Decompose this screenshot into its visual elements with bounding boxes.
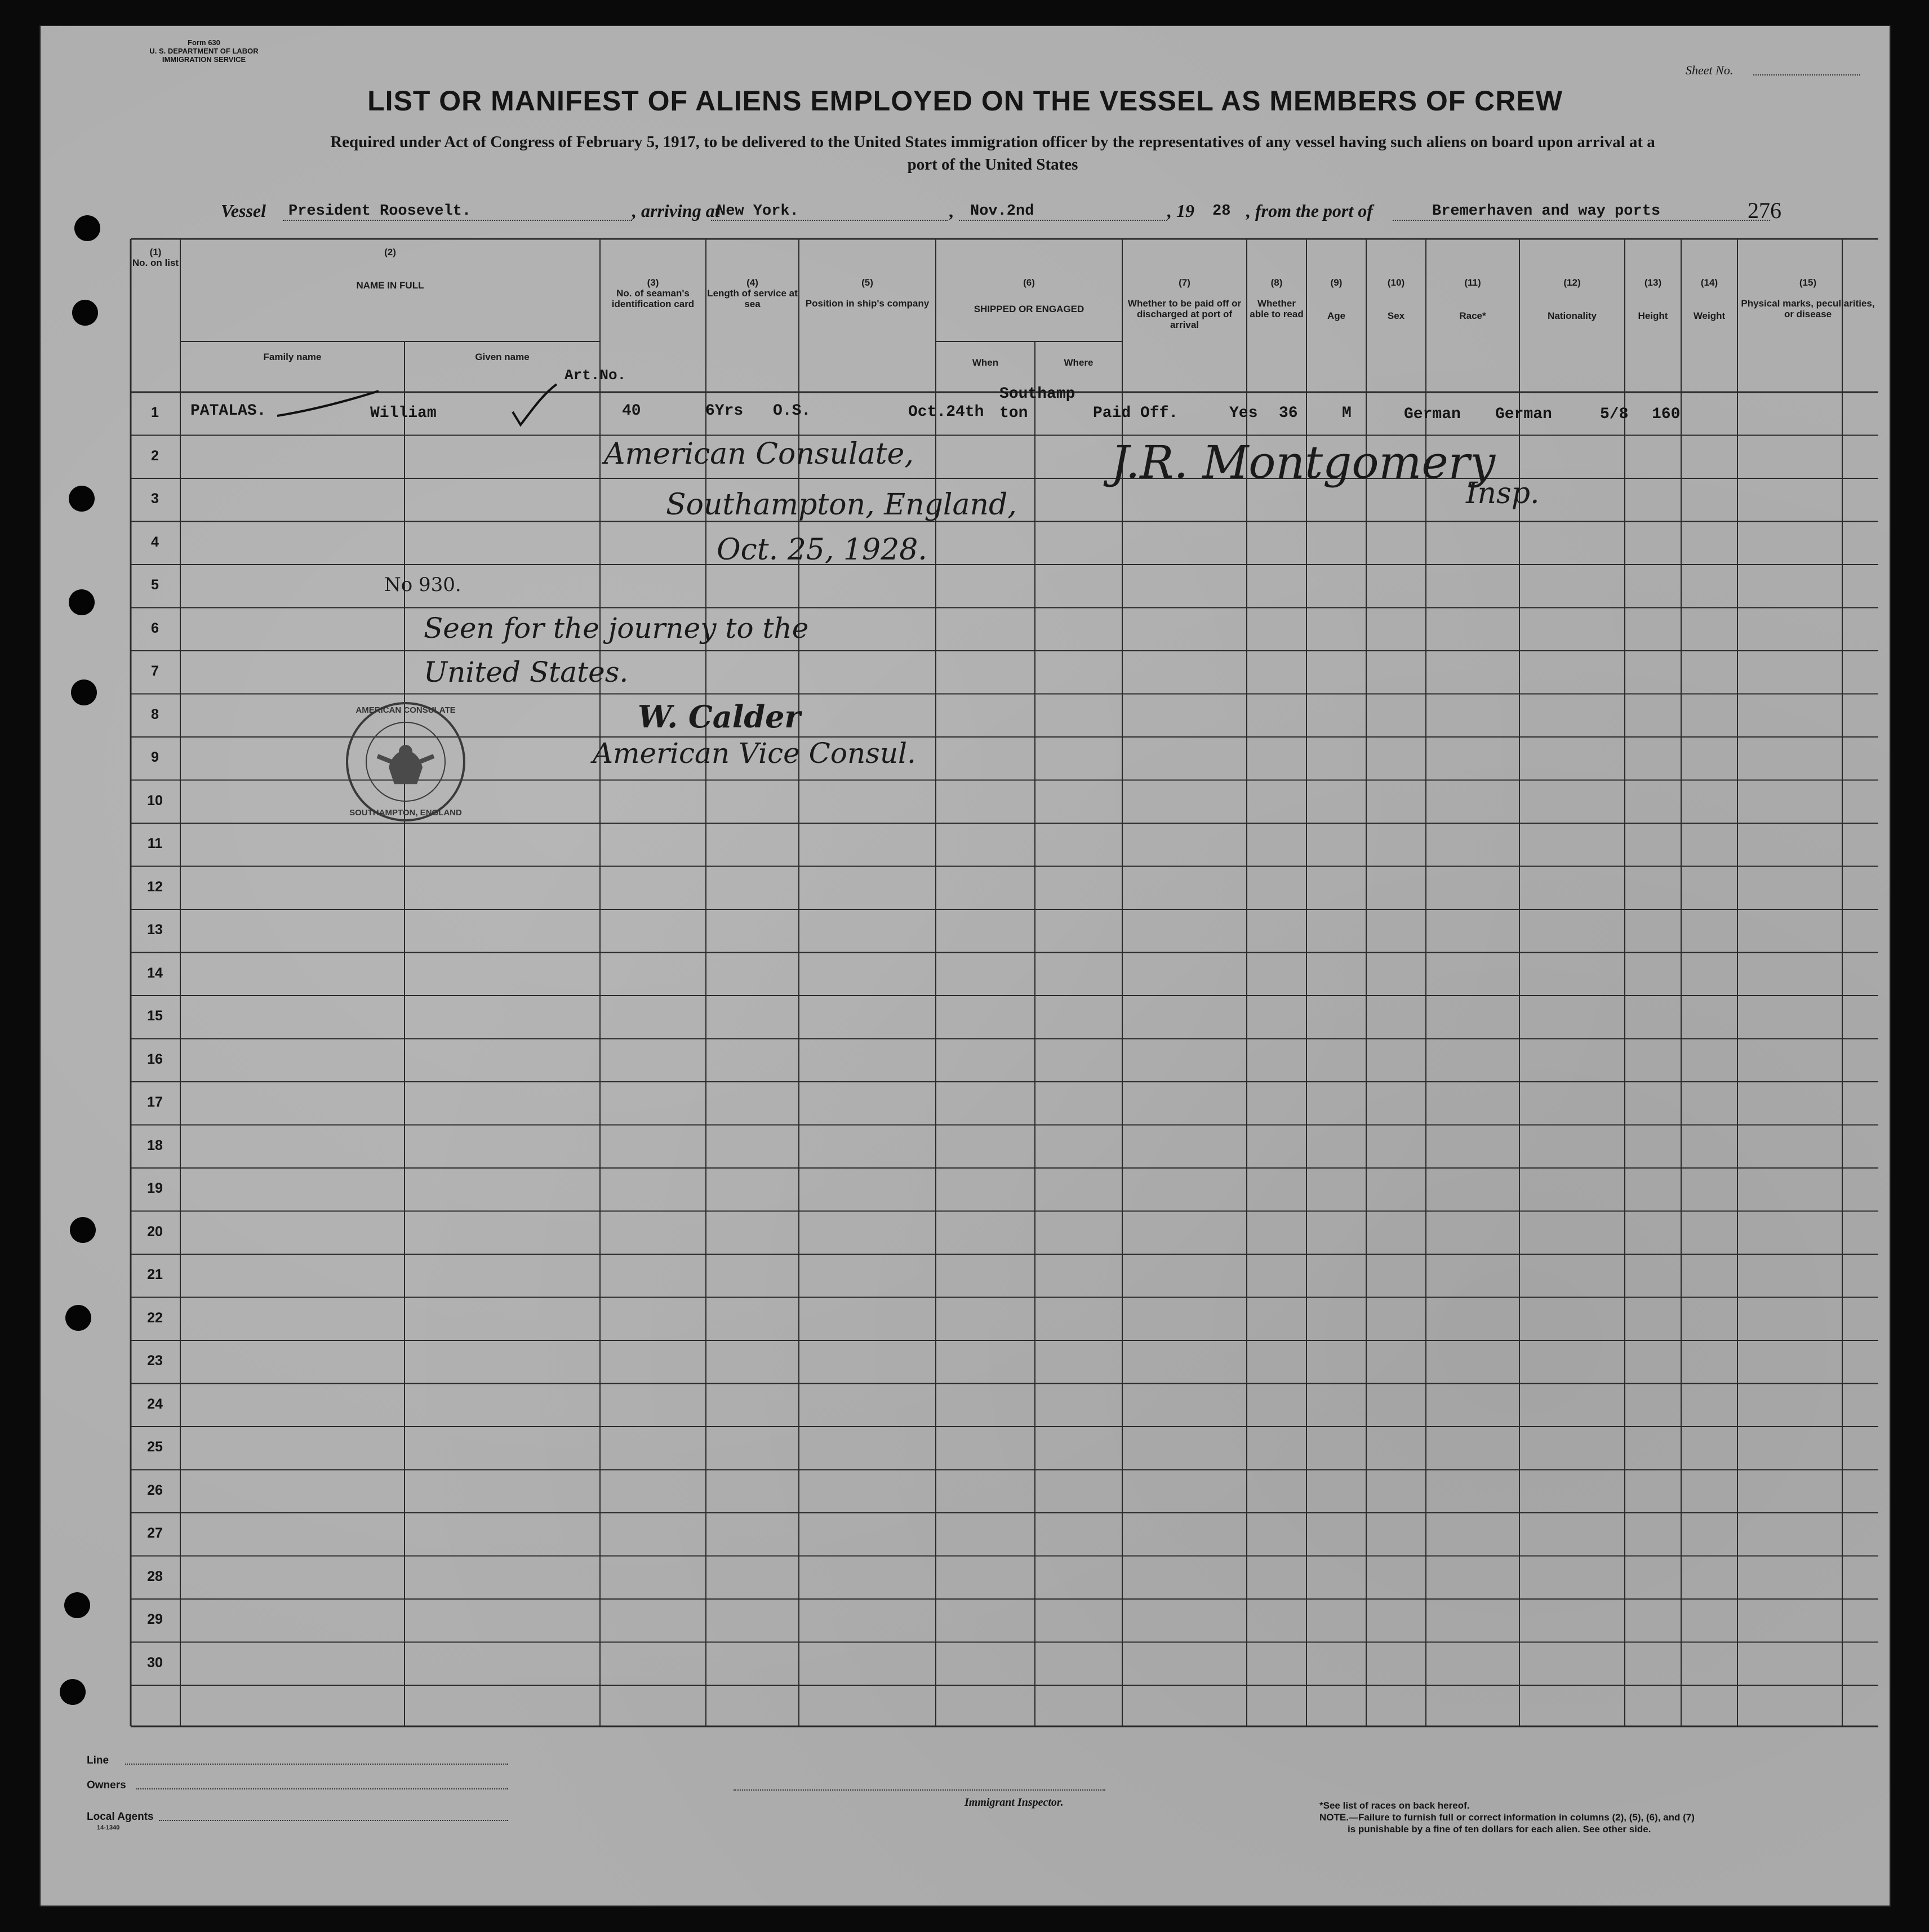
col-9-num: (9) bbox=[1330, 277, 1343, 288]
inspector-label: Immigrant Inspector. bbox=[964, 1796, 1064, 1809]
owners-field bbox=[136, 1788, 508, 1789]
footer-code: 14-1340 bbox=[97, 1824, 120, 1831]
where-header: Where bbox=[1064, 357, 1094, 368]
sheet-no-label: Sheet No. bbox=[1686, 63, 1734, 77]
arriving-label: , arriving at bbox=[632, 201, 720, 221]
comma-1: , bbox=[949, 201, 953, 221]
race: German bbox=[1404, 406, 1461, 423]
col-11-num: (11) bbox=[1464, 277, 1481, 288]
col-14-header bbox=[1681, 277, 1737, 321]
given-name-header: Given name bbox=[475, 352, 530, 362]
owners-label: Owners bbox=[87, 1779, 126, 1791]
col-10-header bbox=[1366, 277, 1426, 321]
binder-hole bbox=[71, 679, 97, 705]
arriving-port: New York. bbox=[717, 203, 799, 220]
vessel-label: Vessel bbox=[221, 201, 266, 221]
binder-hole bbox=[70, 1217, 96, 1243]
page-title: LIST OR MANIFEST OF ALIENS EMPLOYED ON THE VESSEL AS MEMBERS OF CREW bbox=[367, 85, 1563, 117]
row-number: 28 bbox=[147, 1568, 163, 1584]
height: 5/8 bbox=[1600, 406, 1629, 423]
row-number: 15 bbox=[147, 1008, 163, 1024]
col-6-header bbox=[936, 277, 1122, 314]
row-number: 29 bbox=[147, 1611, 163, 1627]
col-1-num: (1) bbox=[149, 247, 162, 257]
col-1-title: No. on list bbox=[132, 257, 179, 268]
row-number: 30 bbox=[147, 1654, 163, 1671]
col-2-header bbox=[180, 247, 600, 291]
seal-bottom-text: SOUTHAMPTON, ENGLAND bbox=[349, 808, 462, 818]
length-of-service: 6Yrs bbox=[705, 402, 744, 420]
col-8-title: Whether able to read bbox=[1250, 298, 1304, 319]
consulate-line-1: American Consulate, bbox=[604, 437, 914, 471]
col-10-title: Sex bbox=[1387, 310, 1405, 321]
row-number: 12 bbox=[147, 878, 163, 895]
when-header: When bbox=[972, 357, 999, 368]
paid-off: Paid Off. bbox=[1093, 405, 1179, 422]
inspector-line bbox=[734, 1789, 1105, 1791]
col-14-num: (14) bbox=[1700, 277, 1718, 288]
consulate-line-2: Southampton, England, bbox=[666, 488, 1017, 522]
family-name: PATALAS. bbox=[190, 402, 266, 420]
col-3-num: (3) bbox=[647, 277, 659, 288]
col-7-num: (7) bbox=[1179, 277, 1190, 288]
footer-notes bbox=[1319, 1800, 1695, 1835]
row-number: 5 bbox=[151, 577, 159, 593]
service: IMMIGRATION SERVICE bbox=[162, 55, 246, 64]
check-mark-family bbox=[272, 387, 384, 420]
binder-hole bbox=[74, 215, 100, 241]
col-4-title: Length of service at sea bbox=[707, 288, 798, 309]
col-14-title: Weight bbox=[1693, 310, 1726, 321]
id-card-note: Art.No. bbox=[565, 367, 626, 384]
inspector-signature: J.R. Montgomery bbox=[1111, 436, 1496, 488]
row-number: 7 bbox=[151, 663, 159, 679]
row-number: 10 bbox=[147, 792, 163, 809]
col-7-header bbox=[1122, 277, 1247, 330]
col-15-header bbox=[1737, 277, 1878, 319]
col-6-title: SHIPPED OR ENGAGED bbox=[974, 304, 1084, 314]
consulate-number: No 930. bbox=[384, 574, 461, 596]
col-2-num: (2) bbox=[384, 247, 396, 257]
row-number: 14 bbox=[147, 965, 163, 981]
col-9-title: Age bbox=[1327, 310, 1346, 321]
id-card-number: 40 bbox=[622, 402, 641, 420]
arrival-year: 28 bbox=[1212, 203, 1231, 220]
row-number: 4 bbox=[151, 534, 159, 550]
seen-line-1: Seen for the journey to the bbox=[424, 612, 809, 645]
department: U. S. DEPARTMENT OF LABOR bbox=[149, 47, 259, 55]
row-number: 11 bbox=[147, 836, 163, 851]
col-15-title: Physical marks, peculiarities, or disease bbox=[1741, 298, 1875, 319]
col-3-header bbox=[600, 277, 706, 309]
row-number: 1 bbox=[151, 405, 159, 420]
seen-line-2: United States. bbox=[424, 656, 629, 689]
weight: 160 bbox=[1652, 406, 1681, 423]
binder-hole bbox=[64, 1592, 90, 1618]
family-name-header: Family name bbox=[263, 352, 322, 362]
row-number: 20 bbox=[147, 1223, 163, 1240]
shipped-where-1: Southamp bbox=[999, 385, 1075, 403]
line-field bbox=[125, 1764, 508, 1765]
col-8-header bbox=[1247, 277, 1306, 319]
fine-note-2: is punishable by a fine of ten dollars for each alien. See other side. bbox=[1348, 1824, 1651, 1835]
row-number: 18 bbox=[147, 1137, 163, 1153]
col-13-title: Height bbox=[1638, 310, 1668, 321]
binder-hole bbox=[69, 486, 95, 512]
col-9-header bbox=[1306, 277, 1366, 321]
row-number: 3 bbox=[151, 491, 159, 507]
fine-note-1: NOTE.—Failure to furnish full or correct information in columns (2), (5), (6), and (7) bbox=[1319, 1812, 1695, 1823]
row-number: 19 bbox=[147, 1180, 163, 1196]
agents-field bbox=[159, 1820, 508, 1821]
arrival-date: Nov.2nd bbox=[970, 203, 1034, 220]
row-number: 16 bbox=[147, 1051, 163, 1067]
row-number: 23 bbox=[147, 1353, 163, 1369]
races-note-text: See list of races on back hereof. bbox=[1323, 1800, 1470, 1811]
sex: M bbox=[1342, 405, 1352, 422]
col-13-header bbox=[1625, 277, 1681, 321]
col-10-num: (10) bbox=[1387, 277, 1405, 288]
agents-label: Local Agents bbox=[87, 1811, 154, 1823]
able-to-read: Yes bbox=[1229, 405, 1258, 422]
row-number: 2 bbox=[151, 447, 159, 464]
nationality: German bbox=[1495, 406, 1552, 423]
col-4-num: (4) bbox=[746, 277, 758, 288]
subtitle-line-2: port of the United States bbox=[907, 156, 1078, 174]
col-11-title: Race* bbox=[1459, 310, 1486, 321]
row-number: 9 bbox=[151, 749, 159, 765]
col-15-num: (15) bbox=[1799, 277, 1817, 288]
binder-hole bbox=[65, 1305, 91, 1331]
age: 36 bbox=[1279, 405, 1298, 422]
row-number: 25 bbox=[147, 1439, 163, 1455]
binder-hole bbox=[60, 1679, 86, 1705]
col-1-header bbox=[131, 247, 180, 268]
row-number: 21 bbox=[147, 1267, 163, 1282]
row-number: 17 bbox=[147, 1094, 163, 1110]
col-5-header bbox=[799, 277, 936, 309]
vessel-name: President Roosevelt. bbox=[288, 203, 472, 220]
row-number: 24 bbox=[147, 1396, 163, 1412]
col-13-num: (13) bbox=[1644, 277, 1662, 288]
inspector-title: Insp. bbox=[1466, 477, 1540, 510]
check-mark-given bbox=[508, 381, 559, 432]
from-port: Bremerhaven and way ports bbox=[1432, 203, 1661, 220]
row-number: 26 bbox=[147, 1482, 163, 1498]
seal-top-text: AMERICAN CONSULATE bbox=[355, 705, 456, 715]
consulate-date: Oct. 25, 1928. bbox=[717, 533, 927, 567]
col-8-num: (8) bbox=[1270, 277, 1283, 288]
row-number: 13 bbox=[147, 922, 163, 938]
line-label: Line bbox=[87, 1755, 109, 1766]
col-11-header bbox=[1426, 277, 1519, 321]
position: O.S. bbox=[773, 402, 811, 420]
binder-hole bbox=[69, 589, 95, 615]
form-number: Form 630 bbox=[188, 38, 220, 47]
shipped-when: Oct.24th bbox=[908, 403, 984, 421]
row-number: 6 bbox=[151, 620, 159, 636]
year-prefix: , 19 bbox=[1167, 201, 1194, 221]
consulate-seal bbox=[344, 700, 468, 824]
from-port-label: , from the port of bbox=[1246, 201, 1373, 221]
consul-title: American Vice Consul. bbox=[593, 737, 916, 770]
col-6-num: (6) bbox=[1023, 277, 1035, 288]
races-note: *See list of races on back hereof. bbox=[1319, 1800, 1470, 1811]
subtitle-line-1: Required under Act of Congress of February 5, 1917, to be delivered to the United States immigration officer by the representatives of any vessel having such aliens on board upon arrival at a bbox=[330, 133, 1655, 151]
consul-signature: W. Calder bbox=[638, 699, 801, 735]
given-name: William bbox=[370, 405, 437, 422]
col-4-header bbox=[706, 277, 799, 309]
col-12-title: Nationality bbox=[1548, 310, 1597, 321]
row-number: 27 bbox=[147, 1525, 163, 1541]
row-number: 8 bbox=[151, 706, 159, 722]
col-2-title: NAME IN FULL bbox=[356, 280, 424, 291]
page-number: 276 bbox=[1748, 198, 1781, 223]
col-12-header bbox=[1519, 277, 1625, 321]
col-3-title: No. of seaman's identification card bbox=[611, 288, 695, 309]
binder-hole bbox=[72, 300, 98, 326]
shipped-where-2: ton bbox=[999, 405, 1028, 422]
col-5-title: Position in ship's company bbox=[805, 298, 930, 309]
row-number: 22 bbox=[147, 1309, 163, 1326]
manifest-sheet bbox=[39, 25, 1891, 1907]
col-7-title: Whether to be paid off or discharged at port of arrival bbox=[1127, 298, 1242, 330]
col-5-num: (5) bbox=[861, 277, 873, 288]
col-12-num: (12) bbox=[1563, 277, 1581, 288]
